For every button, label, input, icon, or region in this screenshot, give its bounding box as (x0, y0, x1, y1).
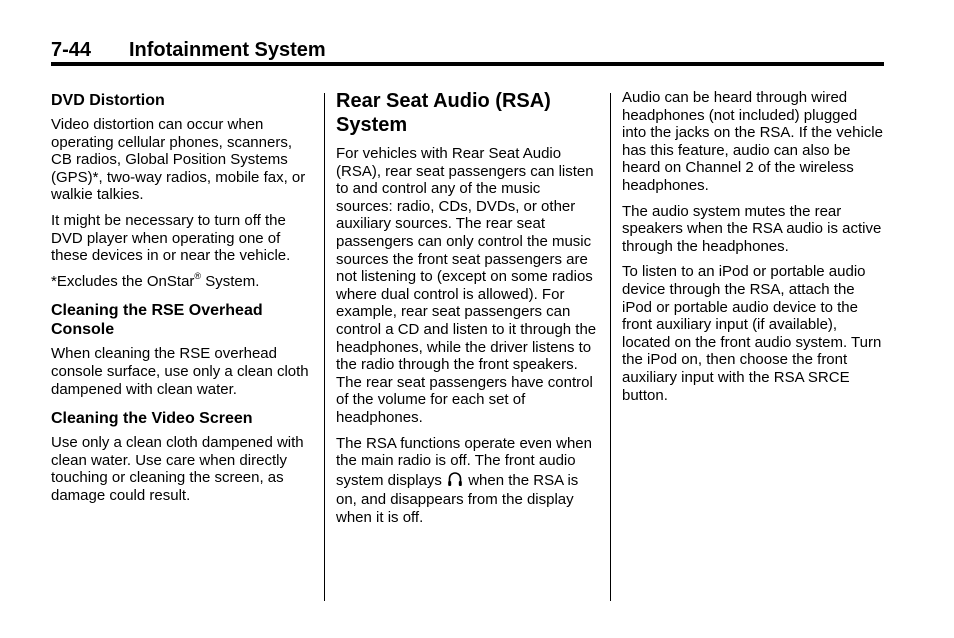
page-number: 7-44 (51, 39, 92, 61)
dvd-distortion-paragraph: Video distortion can occur when operating cellular phones, scanners, CB radios, Global Position Systems (GPS)*, two-way radios, mobile fax, or walkie talkies. (51, 116, 306, 204)
dvd-turn-off-paragraph: It might be necessary to turn off the DVD player when operating one of these devices in or near the vehicle. (51, 211, 291, 265)
wired-headphones-paragraph: Audio can be heard through wired headphones (not included) plugged into the jacks on the RSA. If the vehicle has this feature, audio can also be heard on Channel 2 of the wireless headphones. (622, 89, 883, 194)
section-title: Infotainment System (129, 39, 326, 61)
column-left (51, 89, 313, 505)
rsa-functions-text: The RSA functions operate even when the main radio is off. The front audio system displays (336, 434, 592, 489)
header-rule (51, 62, 884, 66)
dvd-distortion-heading: DVD Distortion (51, 92, 165, 109)
cleaning-console-paragraph: When cleaning the RSE overhead console surface, use only a clean cloth dampened with clean water. (51, 345, 309, 398)
column-right (622, 89, 884, 404)
registered-mark: ® (194, 270, 202, 281)
column-middle (336, 89, 600, 526)
rsa-intro-paragraph: For vehicles with Rear Seat Audio (RSA), rear seat passengers can listen to and control any of the music sources: radio, CDs, DVDs, or other auxiliary sources. The rear seat passengers can only control the music sources the front seat passengers are not listening to (except on some radios where dual control is allowed). For example, rear seat passengers can control a CD and listen to it through the headphones, while the driver listens to the radio through the front speakers. The rear seat passengers have control of the volume for each set of headphones. (336, 145, 597, 426)
column-divider (610, 93, 611, 601)
rsa-functions-text-end: when the RSA is on, and disappears from the display when it is off. (336, 471, 579, 526)
footnote-text: *Excludes the OnStar (51, 272, 195, 290)
onstar-footnote (51, 270, 313, 291)
headphones-icon (447, 470, 463, 492)
ipod-paragraph: To listen to an iPod or portable audio device through the RSA, attach the iPod or portable audio device to the front auxiliary input (if available), located on the front audio system. Turn the iPod on, then choose the front auxiliary input with the RSA SRCE button. (622, 263, 882, 404)
cleaning-console-heading: Cleaning the RSE Overhead Console (51, 302, 263, 339)
column-divider (324, 93, 325, 601)
footnote-text-end: System. (201, 272, 260, 290)
cleaning-screen-paragraph: Use only a clean cloth dampened with clean water. Use care when directly touching or cleaning the screen, as damage could result. (51, 434, 304, 504)
mute-speakers-paragraph: The audio system mutes the rear speakers when the RSA audio is active through the headphones. (622, 202, 882, 255)
cleaning-screen-heading: Cleaning the Video Screen (51, 410, 253, 428)
rsa-heading: Rear Seat Audio (RSA) System (336, 90, 551, 136)
rsa-functions-paragraph (336, 435, 600, 527)
